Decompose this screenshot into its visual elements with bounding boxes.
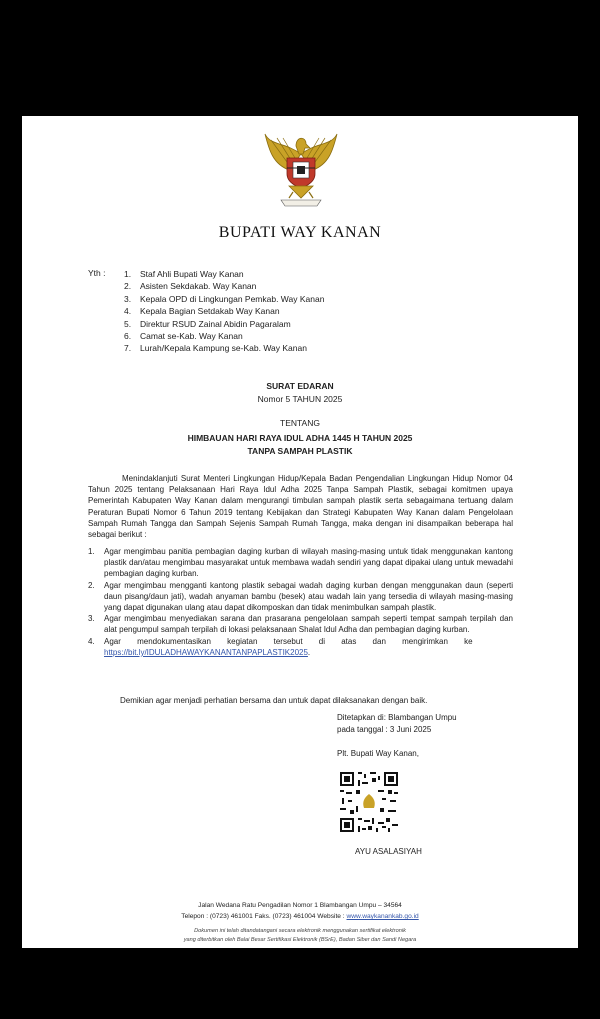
about-label: TENTANG	[280, 418, 320, 428]
signature-date: pada tanggal : 3 Juni 2025	[337, 725, 432, 734]
list-item: 3. Agar mengimbau menyediakan sarana dan prasarana pengelolaan sampah seperti tempat sampah terpilah dan alat pengumpul sampah terpilah di lokasi pelaksanaan Shalat Idul Adha dan pembagian daging kurban.	[88, 614, 513, 635]
list-item: 3. Kepala OPD di Lingkungan Pemkab. Way Kanan	[124, 293, 325, 304]
letter-number: Nomor 5 TAHUN 2025	[257, 394, 343, 404]
documentation-link[interactable]: https://bit.ly/IDULADHAWAYKANANTANPAPLASTIK2025	[104, 647, 308, 657]
points-list	[88, 546, 513, 658]
signature-place: Ditetapkan di: Blambangan Umpu	[337, 713, 457, 722]
list-item: 1. Staf Ahli Bupati Way Kanan	[124, 269, 244, 279]
footer-address: Jalan Wedana Ratu Pengadilan Nomor 1 Blambangan Umpu – 34564	[198, 902, 402, 909]
list-item: 5. Direktur RSUD Zainal Abidin Pagaralam	[124, 318, 291, 329]
authority-title: BUPATI WAY KANAN	[218, 224, 382, 241]
list-item: 4. Agar mendokumentasikan kegiatan tersebut di atas dan mengirimkan ke https://bit.ly/IDULADHAWAYKANANTANPAPLASTIK2025.	[88, 636, 473, 657]
qr-code-icon	[338, 770, 400, 834]
footer-contact: Telepon : (0723) 461001 Faks. (0723) 461004 Website : www.waykanankab.go.id	[181, 913, 419, 920]
list-item: 2. Asisten Sekdakab. Way Kanan	[124, 281, 257, 292]
list-item: 1. Agar mengimbau panitia pembagian daging kurban di wilayah masing-masing untuk tidak menggunakan kantong plastik dan/atau mengimbau masyarakat untuk membawa wadah sendiri yang dapat dipakai ulang untuk mewadahi pembagian daging kurban.	[88, 547, 513, 579]
list-item: 4. Kepala Bagian Setdakab Way Kanan	[124, 306, 280, 317]
subject-line-2: TANPA SAMPAH PLASTIK	[247, 446, 353, 456]
addressee-label: Yth :	[88, 268, 106, 278]
list-item: 2. Agar mengimbau mengganti kantong plastik sebagai wadah daging kurban dengan menggunakan daun (seperti daun pisang/daun jati), wadah anyaman bambu (besek) atau wadah lain yang tersedia di wilayah masing-masing yang dapat digunakan ulang atau dapat dikomposkan dan tidak menimbulkan sampah plastik.	[88, 580, 513, 613]
list-item: 7. Lurah/Kepala Kampung se-Kab. Way Kanan	[124, 343, 307, 354]
intro-paragraph: Menindaklanjuti Surat Menteri Lingkungan Hidup/Kepala Badan Pengendalian Lingkungan Hidup Nomor 04 Tahun 2025 tentang Pelaksanaan Hari Raya Idul Adha 2025 Tanpa Sampah Plastik, sebagai komitmen upaya Pemerintah Kabupaten Way Kanan dalam mengurangi timbulan sampah plastik serta sebagaimana tertuang dalam Peraturan Bupati Nomor 6 Tahun 2019 tentang Kebijakan dan Strategi Kabupaten Way Kanan dalam Pengelolaan Sampah Rumah Tangga dan Sampah Sejenis Sampah Rumah Tangga, maka dengan ini disampaikan beberapa hal sebagai berikut :	[88, 474, 513, 540]
website-link[interactable]: www.waykanankab.go.id	[346, 913, 419, 920]
closing-sentence: Demikian agar menjadi perhatian bersama dan untuk dapat dilaksanakan dengan baik.	[120, 696, 428, 705]
subject-line-1: HIMBAUAN HARI RAYA IDUL ADHA 1445 H TAHUN 2025	[187, 433, 413, 443]
signer-name: AYU ASALASIYAH	[355, 847, 422, 856]
footer-note-2: yang diterbitkan oleh Balai Besar Sertifikasi Elektronik (BSrE), Badan Siber dan Sandi Negara	[183, 937, 417, 943]
footer-note-1: Dokumen ini telah ditandatangani secara elektronik menggunakan sertifikat elektronik	[194, 928, 406, 934]
garuda-emblem-icon	[263, 124, 339, 210]
recipient-list	[124, 268, 324, 355]
signature-title: Plt. Bupati Way Kanan,	[337, 749, 419, 758]
list-item: 6. Camat se-Kab. Way Kanan	[124, 331, 243, 342]
letter-type: SURAT EDARAN	[266, 381, 334, 391]
